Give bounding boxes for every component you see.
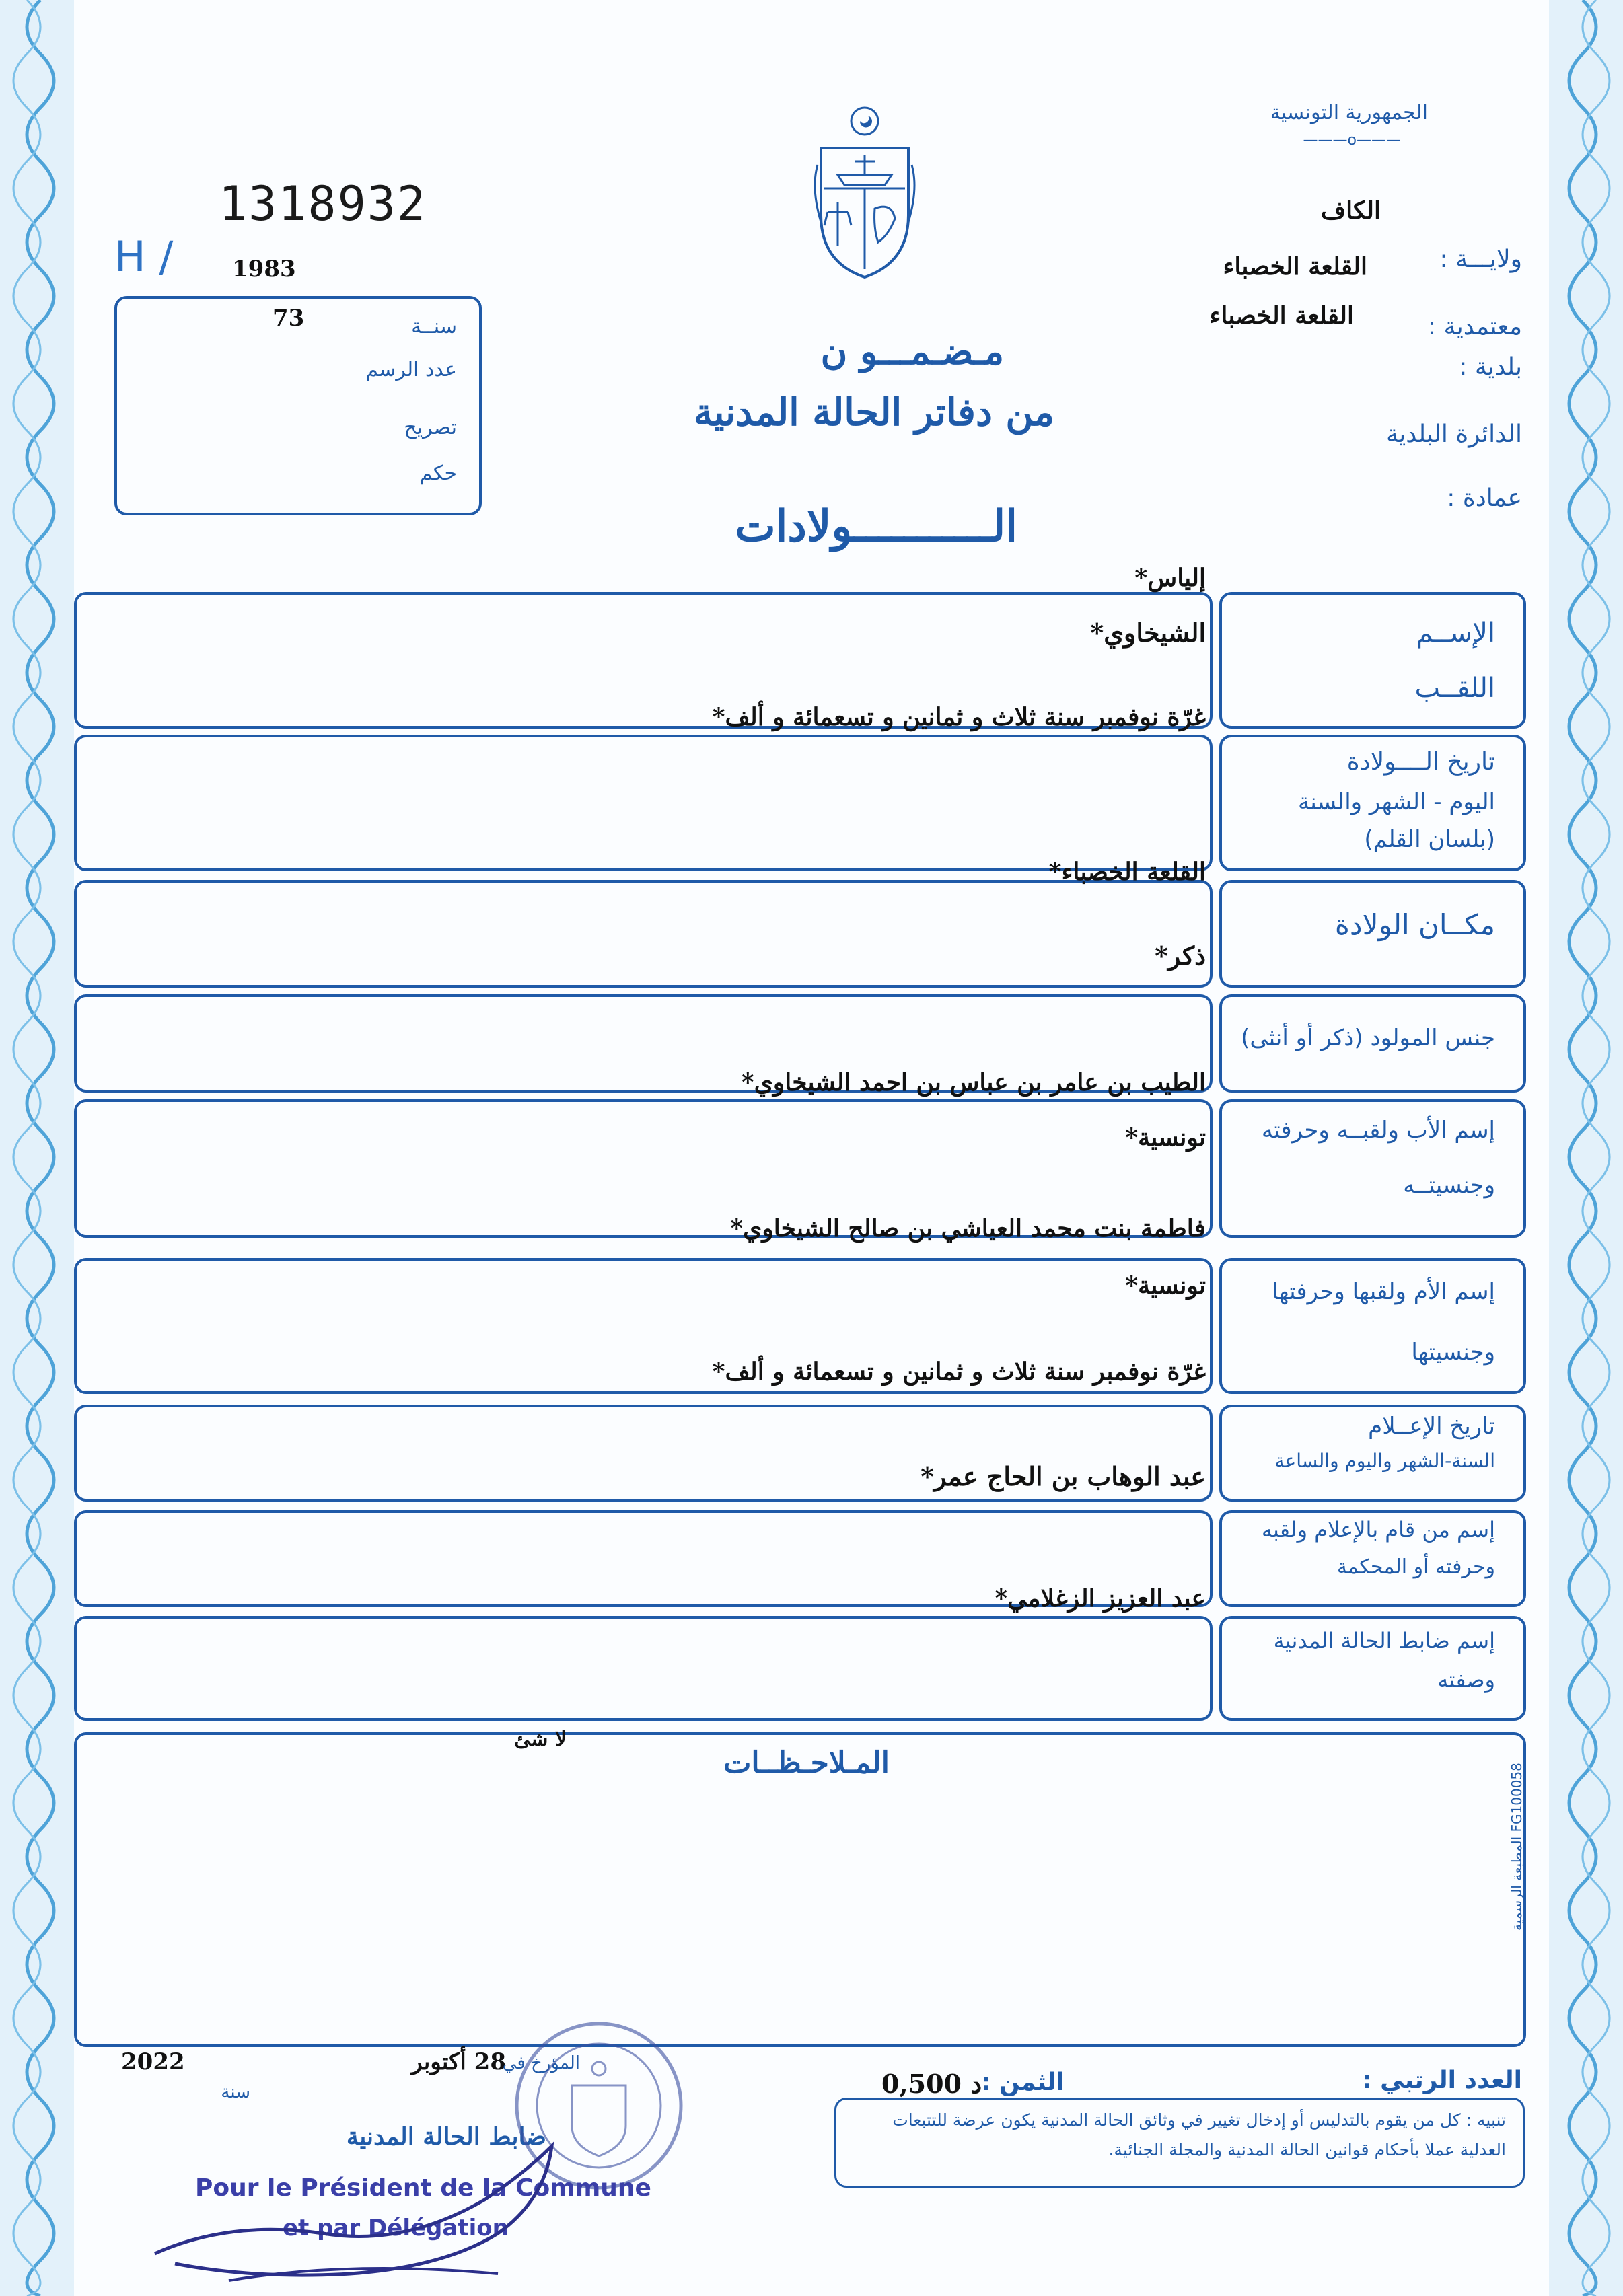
sector-label: عمادة : <box>1447 484 1522 512</box>
row-mother-value-2: تونسية* <box>1125 1271 1206 1300</box>
registry-judgment-label: حكم <box>419 461 457 485</box>
row-officer-label-1: إسم ضابط الحالة المدنية <box>1273 1628 1495 1654</box>
governorate-value: الكاف <box>1320 196 1381 225</box>
republic-ornament: ———o——— <box>1303 132 1401 149</box>
row-father-label-1: إسم الأب ولقبــه وحرفته <box>1261 1117 1495 1144</box>
right-guilloche-border <box>1549 0 1623 2296</box>
title-extract: مـضـمـــو ن <box>820 330 1004 373</box>
row-birth-place-value: القلعة الخصباء* <box>1048 858 1206 886</box>
row-birth-date-label-3: (بلسان القلم) <box>1364 826 1495 853</box>
row-name-label-box <box>1219 592 1526 729</box>
registry-year-label: سنــة <box>411 315 457 338</box>
row-father-value-1: الطيب بن عامر بن عباس بن احمد الشيخاوي* <box>741 1068 1206 1097</box>
row-officer-value-box <box>74 1616 1213 1721</box>
row-officer-value: عبد العزيز الزغلامي* <box>995 1584 1206 1613</box>
delegation-value: القلعة الخصباء <box>1223 252 1367 281</box>
price-label: الثمن : <box>980 2069 1065 2096</box>
municipality-label: بلدية : <box>1459 353 1522 381</box>
row-birth-date-label-1: تاريخ الــــولادة <box>1346 748 1495 776</box>
row-name-label-1: الإســم <box>1416 618 1495 649</box>
serial-number: 1318932 <box>219 176 427 231</box>
row-mother-label-2: وجنسيتها <box>1411 1339 1495 1366</box>
row-declarant-label-2: وحرفته أو المحكمة <box>1336 1555 1495 1579</box>
municipality-value: القلعة الخصباء <box>1209 301 1354 330</box>
price-value: 0,500 د <box>881 2069 982 2099</box>
row-declarant-label-1: إسم من قام بالإعلام ولقبه <box>1261 1517 1495 1543</box>
registry-declaration-label: تصريح <box>404 416 457 439</box>
series-code: H / <box>114 232 174 281</box>
title-civil-registers: من دفاتر الحالة المدنية <box>693 390 1054 435</box>
row-mother-label-1: إسم الأم ولقبها وحرفتها <box>1272 1278 1495 1305</box>
row-birth-place-label: مكــان الولادة <box>1334 908 1495 941</box>
stamp-line-1: Pour le Président de la Commune <box>195 2174 651 2202</box>
row-sex-label: جنس المولود (ذكر أو أنثى) <box>1241 1025 1495 1051</box>
delegation-label: معتمدية : <box>1427 313 1522 340</box>
remarks-label: المـلاحـظــات <box>723 1746 890 1780</box>
left-guilloche-border <box>0 0 74 2296</box>
row-birth-date-label-2: اليوم - الشهر والسنة <box>1298 788 1495 815</box>
registry-act-number-value: 73 <box>273 305 305 332</box>
ordinal-number-label: العدد الرتبي : <box>1362 2067 1522 2094</box>
handwritten-signature <box>148 2119 619 2294</box>
row-father-value-2: تونسية* <box>1125 1123 1206 1152</box>
row-officer-label-2: وصفته <box>1437 1667 1495 1693</box>
row-birth-place-value-box <box>74 880 1213 988</box>
row-declarant-value: عبد الوهاب بن الحاج عمر* <box>921 1461 1206 1491</box>
row-declaration-date-label-1: تاريخ الإعــلام <box>1368 1413 1495 1440</box>
legal-notice-text: تنبيه : كل من يقوم بالتدليس أو إدخال تغيير في وثائق الحالة المدنية يكون عرضة للتتبعات العدلية عملا بأحكام قوانين الحالة المدنية والمجلة الجنائية. <box>892 2110 1506 2159</box>
row-name-value-1: إلياس* <box>1134 564 1206 592</box>
row-declaration-date-label-2: السنة-الشهر واليوم والساعة <box>1274 1450 1495 1472</box>
registry-year-value: 1983 <box>232 256 296 283</box>
issue-date-label: المؤرخ في <box>502 2053 580 2073</box>
governorate-label: ولايـــة : <box>1439 246 1522 273</box>
row-declaration-date-value: غرّة نوفمبر سنة ثلاث و ثمانين و تسعمائة و ألف* <box>712 1358 1206 1386</box>
issue-date-value: 28 أكتوبر <box>411 2048 506 2075</box>
row-birth-date-value-box <box>74 735 1213 871</box>
row-birth-date-value: غرّة نوفمبر سنة ثلاث و ثمانين و تسعمائة و ألف* <box>712 703 1206 731</box>
row-name-label-2: اللقــب <box>1414 673 1495 704</box>
republic-title: الجمهورية التونسية <box>1270 101 1428 124</box>
issue-year-label: سنة <box>221 2082 250 2102</box>
issue-year-value: 2022 <box>121 2048 185 2075</box>
officer-title: ضابط الحالة المدنية <box>346 2122 546 2151</box>
title-births: الـــــــــــولادات <box>735 501 1017 552</box>
tunisia-coat-of-arms-icon <box>807 101 922 283</box>
row-mother-value-1: فاطمة بنت محمد العياشي بن صالح الشيخاوي* <box>730 1214 1206 1243</box>
row-name-value-2: الشيخاوي* <box>1090 618 1206 648</box>
remarks-value: لا شئ <box>514 1728 567 1751</box>
stamp-line-2: et par Délégation <box>283 2215 509 2242</box>
printer-reference: المطبعة الرسمية FG100058 <box>1509 1763 1525 1931</box>
row-father-label-2: وجنسيتــه <box>1403 1172 1495 1199</box>
municipal-district-label: الدائرة البلدية <box>1385 420 1522 448</box>
row-sex-value: ذكر* <box>1155 940 1206 971</box>
registry-act-number-label: عدد الرسم <box>365 358 457 381</box>
